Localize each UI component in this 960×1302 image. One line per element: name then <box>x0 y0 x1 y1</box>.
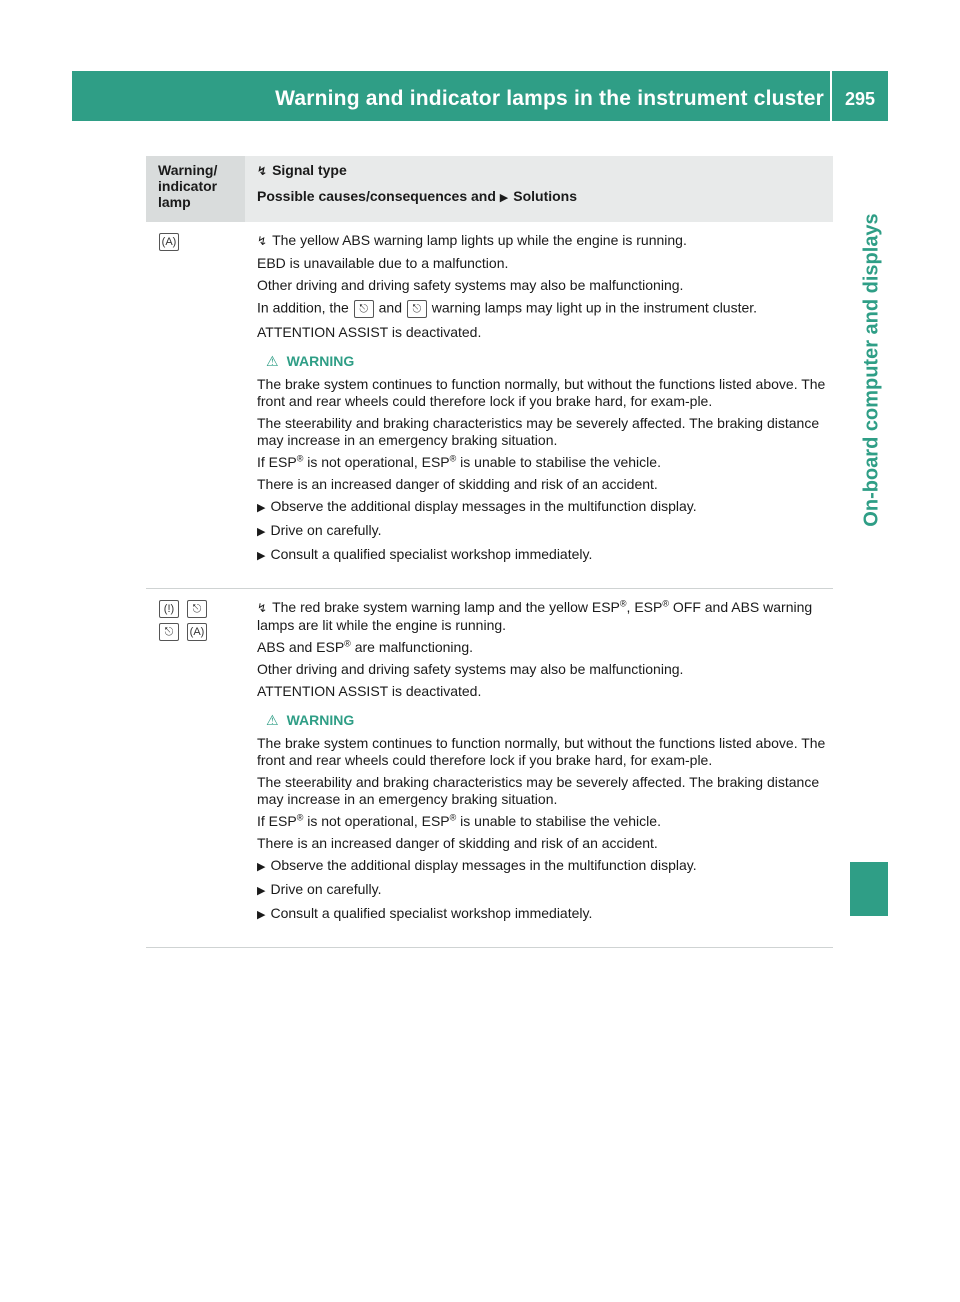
signal-check-icon: ↯ <box>257 601 268 615</box>
step-arrow-icon <box>257 857 270 873</box>
row-content-cell: ↯ The yellow ABS warning lamp lights up while the engine is running. EBD is unavailable due to a malfunction. Other driving and driving safety systems may also be malfunctioning. In addition, the ⎋ and ⎋ warning lamps may light up in the instrument cluster. ATTENTION ASSIST is deactivated. ⚠ WARNING The brake system continues to function normally, but without the functions listed above. The front and rear wheels could therefore lock if you brake hard, for exam-ple. The steerability and braking characteristics may be severely affected. The braking distance may increase in an emergency braking situation. If ESP® is not operational, ESP® is unable to stabilise the vehicle. There is an increased danger of skidding and risk of an accident. ▶ Observe the additional display messages in the multifunction display. ▶ Drive on carefully. ▶ Consult a qualified specialist workshop immediately. <box>245 222 833 588</box>
row-lamp-cell <box>146 222 245 588</box>
header-main-column: ↯ Signal type Possible causes/consequences and ▶ Solutions <box>245 156 833 222</box>
page-number: 295 <box>844 89 876 109</box>
row-lamp-cell <box>146 589 245 947</box>
step-arrow-icon <box>257 905 270 921</box>
header-lamp-column: Warning/ indicator lamp <box>146 156 245 222</box>
row-content-cell: ↯ The red brake system warning lamp and the yellow ESP®, ESP® OFF and ABS warning lamps are lit while the engine is running. ABS and ESP® are malfunctioning. Other driving and driving safety systems may also be malfunctioning. ATTENTION ASSIST is deactivated. ⚠ WARNING The brake system continues to function normally, but without the functions listed above. The front and rear wheels could therefore lock if you brake hard, for exam-ple. The steerability and braking characteristics may be severely affected. The braking distance may increase in an emergency braking situation. If ESP® is not operational, ESP® is unable to stabilise the vehicle. There is an increased danger of skidding and risk of an accident. ▶ Observe the additional display messages in the multifunction display. ▶ Drive on carefully. ▶ Consult a qualified specialist workshop immediately. <box>245 589 833 947</box>
esp-off-lamp-icon: ⎋ <box>407 300 427 318</box>
signal-check-icon: ↯ <box>257 164 268 178</box>
table-header <box>146 156 833 222</box>
side-tab-marker <box>850 862 888 916</box>
esp-lamp-icon: ⎋ <box>354 300 374 318</box>
abs-lamp-icon: (A) <box>187 623 207 641</box>
signal-check-icon: ↯ <box>257 234 268 248</box>
abs-lamp-icon: (A) <box>159 233 179 251</box>
step-arrow-icon <box>257 522 270 538</box>
brake-lamp-icon: (!) <box>159 600 179 618</box>
warning-triangle-icon: ⚠ <box>266 712 279 728</box>
warning-triangle-icon: ⚠ <box>266 353 279 369</box>
table-row <box>146 222 833 589</box>
esp-lamp-icon: ⎋ <box>187 600 207 618</box>
step-arrow-icon <box>257 881 270 897</box>
esp-off-lamp-icon: ⎋ <box>159 623 179 641</box>
page-title: Warning and indicator lamps in the instrument cluster <box>275 87 824 110</box>
table-row <box>146 589 833 948</box>
step-arrow-icon <box>257 498 270 514</box>
warning-lamps-table <box>146 156 833 948</box>
step-arrow-icon <box>257 546 270 562</box>
solution-arrow-icon <box>500 188 513 204</box>
side-tab-label: On-board computer and displays <box>860 213 883 527</box>
